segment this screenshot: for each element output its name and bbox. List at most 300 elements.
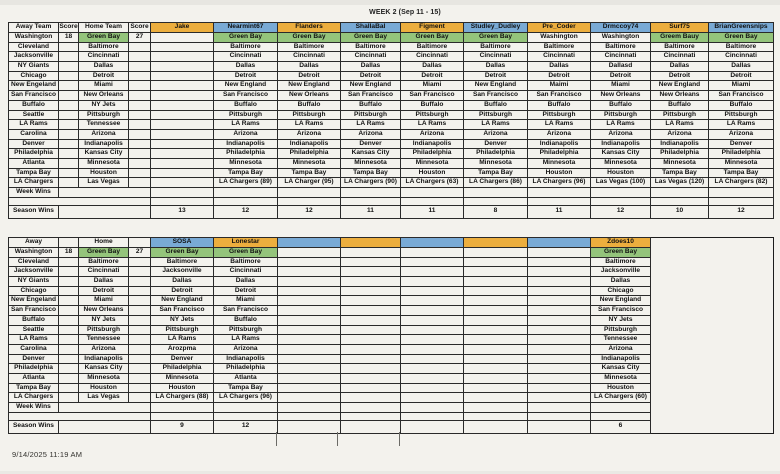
pick-cell: Arizona xyxy=(528,129,591,139)
away-score-cell xyxy=(59,91,79,101)
game-row xyxy=(9,62,774,72)
away-team-cell: Philadelphia xyxy=(9,149,59,159)
column-header-away: Away xyxy=(9,238,59,248)
spacer-cell xyxy=(341,197,401,205)
week-wins-cell xyxy=(709,188,774,198)
game-row xyxy=(9,129,774,139)
pick-cell: New England xyxy=(591,296,651,306)
home-score-cell: 27 xyxy=(129,248,151,258)
season-wins-value: 12 xyxy=(214,205,278,218)
pick-cell: Las Vegas (120) xyxy=(651,178,709,188)
pick-cell xyxy=(464,383,528,393)
column-header-away-score: Score xyxy=(59,23,79,33)
pick-cell xyxy=(401,373,464,383)
player-header-empty xyxy=(341,238,401,248)
pick-cell: Detroit xyxy=(709,71,774,81)
pick-cell: Green Bay xyxy=(214,248,278,258)
pick-cell: Tampa Bay xyxy=(464,168,528,178)
pick-cell xyxy=(151,52,214,62)
pick-cell: New England xyxy=(651,81,709,91)
game-row xyxy=(9,81,774,91)
away-team-cell: Philadelphia xyxy=(9,364,59,374)
pick-cell xyxy=(464,248,528,258)
pick-cell: Arozpma xyxy=(151,344,214,354)
away-team-cell: Atlanta xyxy=(9,158,59,168)
away-score-cell xyxy=(59,286,79,296)
week-wins-cell xyxy=(214,403,278,413)
pick-cell: Houston xyxy=(151,383,214,393)
home-score-cell xyxy=(129,149,151,159)
pick-cell: Buffalo xyxy=(341,100,401,110)
game-row xyxy=(9,71,774,81)
away-score-cell xyxy=(59,335,79,345)
away-score-cell xyxy=(59,149,79,159)
away-score-cell xyxy=(59,62,79,72)
pick-cell xyxy=(278,344,341,354)
pick-cell xyxy=(278,335,341,345)
pick-cell xyxy=(464,257,528,267)
spacer-cell xyxy=(651,197,709,205)
pick-cell: Pittsburgh xyxy=(528,110,591,120)
pick-cell: Kansas City xyxy=(591,149,651,159)
pick-cell: Detroit xyxy=(151,286,214,296)
home-score-cell xyxy=(129,120,151,130)
pick-cell: Pittsburgh xyxy=(278,110,341,120)
away-score-cell xyxy=(59,267,79,277)
away-score-cell xyxy=(59,139,79,149)
pick-cell: Minnesota xyxy=(401,158,464,168)
pick-cell: Arizona xyxy=(401,129,464,139)
pick-cell: Baltimore xyxy=(528,42,591,52)
pick-cell: Cincinnati xyxy=(591,52,651,62)
pick-cell xyxy=(401,364,464,374)
pick-cell xyxy=(401,257,464,267)
game-row xyxy=(9,373,774,383)
spacer-row xyxy=(9,197,774,205)
pick-cell xyxy=(464,373,528,383)
pick-cell: New England xyxy=(341,81,401,91)
away-team-cell: LA Chargers xyxy=(9,178,59,188)
pick-cell: Dallas xyxy=(464,62,528,72)
away-score-cell xyxy=(59,277,79,287)
pick-cell: Dallas xyxy=(151,277,214,287)
away-score-cell xyxy=(59,158,79,168)
pick-cell: Dallas xyxy=(214,62,278,72)
game-row xyxy=(9,354,774,364)
pick-cell: Denver xyxy=(709,139,774,149)
pick-cell xyxy=(341,373,401,383)
pick-cell: Baltimore xyxy=(591,257,651,267)
game-row xyxy=(9,42,774,52)
pick-cell: Greem Bauy xyxy=(651,33,709,43)
game-row xyxy=(9,91,774,101)
away-team-cell: Cleveland xyxy=(9,257,59,267)
away-team-cell: LA Rams xyxy=(9,120,59,130)
game-row xyxy=(9,335,774,345)
spacer-cell xyxy=(341,412,401,420)
game-row xyxy=(9,33,774,43)
season-wins-row xyxy=(9,420,774,433)
away-team-cell: New Engeland xyxy=(9,81,59,91)
pick-cell: Arizona xyxy=(709,129,774,139)
away-team-cell: Carolina xyxy=(9,344,59,354)
home-score-cell xyxy=(129,354,151,364)
pick-cell: Pittsburgh xyxy=(151,325,214,335)
home-score-cell xyxy=(129,100,151,110)
pick-cell: Arizona xyxy=(278,129,341,139)
season-wins-value: 8 xyxy=(464,205,528,218)
game-row xyxy=(9,110,774,120)
game-row xyxy=(9,257,774,267)
pick-cell: Pittsburgh xyxy=(464,110,528,120)
week-wins-cell xyxy=(278,403,341,413)
pick-cell xyxy=(401,383,464,393)
game-row xyxy=(9,364,774,374)
pick-cell xyxy=(528,277,591,287)
pick-cell: Tampa Bay xyxy=(651,168,709,178)
spacer-left-blank xyxy=(9,197,151,205)
pick-cell xyxy=(464,325,528,335)
game-row xyxy=(9,100,774,110)
home-team-cell: Houston xyxy=(79,168,129,178)
season-wins-merged-blank xyxy=(59,205,151,218)
away-team-cell: Washington xyxy=(9,248,59,258)
pick-cell: Pittsburgh xyxy=(651,110,709,120)
home-score-cell xyxy=(129,267,151,277)
pick-cell: Buffalo xyxy=(214,100,278,110)
pick-cell: Minnesota xyxy=(591,373,651,383)
pick-cell xyxy=(151,110,214,120)
spacer-left-blank xyxy=(9,412,151,420)
pick-cell: Las Vegas (100) xyxy=(591,178,651,188)
home-team-cell: New Orleans xyxy=(79,306,129,316)
pick-cell: Dallas xyxy=(591,277,651,287)
week-wins-cell xyxy=(528,403,591,413)
pick-cell: Baltimore xyxy=(341,42,401,52)
pick-cell xyxy=(528,257,591,267)
pick-cell: LA Chargers (82) xyxy=(709,178,774,188)
home-team-cell: Las Vegas xyxy=(79,393,129,403)
pick-cell: Kansas City xyxy=(591,364,651,374)
week-wins-row xyxy=(9,188,774,198)
pick-cell: Dallas xyxy=(709,62,774,72)
header-row xyxy=(9,23,774,33)
pick-cell: LA Rams xyxy=(401,120,464,130)
home-score-cell xyxy=(129,383,151,393)
game-row xyxy=(9,344,774,354)
home-team-cell: Minnesota xyxy=(79,373,129,383)
pick-cell xyxy=(401,267,464,277)
player-header-shallabal: ShallaBal xyxy=(341,23,401,33)
pick-cell: LA Charger (95) xyxy=(278,178,341,188)
pick-cell: Arizona xyxy=(464,129,528,139)
home-score-cell xyxy=(129,306,151,316)
pick-cell: Detroit xyxy=(278,71,341,81)
away-score-cell xyxy=(59,178,79,188)
pick-cell xyxy=(341,335,401,345)
pick-cell: Green Bay xyxy=(401,33,464,43)
away-team-cell: San Francisco xyxy=(9,306,59,316)
player-header-empty xyxy=(464,238,528,248)
pick-cell xyxy=(341,393,401,403)
column-header-home-score: Score xyxy=(129,23,151,33)
pick-cell xyxy=(401,344,464,354)
game-row xyxy=(9,139,774,149)
pick-cell: Baltimore xyxy=(151,257,214,267)
home-team-cell: NY Jets xyxy=(79,315,129,325)
pick-cell xyxy=(341,286,401,296)
pick-cell: Minnesota xyxy=(341,158,401,168)
away-score-cell xyxy=(59,306,79,316)
pick-cell xyxy=(464,286,528,296)
pick-cell xyxy=(278,354,341,364)
pick-cell: Minnesota xyxy=(278,158,341,168)
home-team-cell: NY Jets xyxy=(79,100,129,110)
home-team-cell: Miami xyxy=(79,296,129,306)
pick-cell: Arizona xyxy=(591,129,651,139)
pick-cell xyxy=(341,383,401,393)
home-score-cell xyxy=(129,81,151,91)
game-row xyxy=(9,248,774,258)
player-header-surf75: Surf75 xyxy=(651,23,709,33)
pick-cell xyxy=(151,71,214,81)
pick-cell: LA Rams xyxy=(278,120,341,130)
home-team-cell: Cincinnati xyxy=(79,267,129,277)
pick-cell: Arizona xyxy=(591,344,651,354)
away-team-cell: Jacksonville xyxy=(9,267,59,277)
game-row xyxy=(9,393,774,403)
pick-cell: New Orleans xyxy=(591,91,651,101)
pick-cell xyxy=(151,149,214,159)
pick-cell: Houston xyxy=(591,168,651,178)
pick-cell: Minnesota xyxy=(151,373,214,383)
game-row xyxy=(9,158,774,168)
home-team-cell: Arizona xyxy=(79,344,129,354)
pick-cell: Philadelphia xyxy=(651,149,709,159)
pick-cell xyxy=(278,364,341,374)
away-score-cell xyxy=(59,168,79,178)
season-wins-label: Season Wins xyxy=(9,420,59,433)
pick-cell: Tampa Bay xyxy=(214,168,278,178)
pick-cell: Indianapolis xyxy=(401,139,464,149)
week-wins-merged-blank xyxy=(59,188,151,198)
game-row xyxy=(9,277,774,287)
season-wins-value xyxy=(341,420,401,433)
pick-cell: LA Rams xyxy=(528,120,591,130)
week-wins-cell xyxy=(464,188,528,198)
player-header-drmccoy74: Drmccoy74 xyxy=(591,23,651,33)
pick-cell: Cincinnati xyxy=(401,52,464,62)
week-wins-cell xyxy=(341,188,401,198)
season-wins-row xyxy=(9,205,774,218)
pick-cell: Indianapolis xyxy=(591,354,651,364)
pick-cell xyxy=(464,364,528,374)
player-header-zdoes10: Zdoes10 xyxy=(591,238,651,248)
pick-cell xyxy=(528,325,591,335)
season-wins-value: 11 xyxy=(341,205,401,218)
pick-cell: Denver xyxy=(151,354,214,364)
away-team-cell: LA Rams xyxy=(9,335,59,345)
player-header-flanders: Flanders xyxy=(278,23,341,33)
home-score-cell xyxy=(129,158,151,168)
pick-cell: Cincinnati xyxy=(709,52,774,62)
pick-cell: Washington xyxy=(528,33,591,43)
home-score-cell xyxy=(129,393,151,403)
pick-cell: Philadelphia xyxy=(278,149,341,159)
pick-cell: Arizona xyxy=(214,129,278,139)
week-wins-cell xyxy=(651,188,709,198)
pick-cell: Baltimore xyxy=(709,42,774,52)
pick-cell xyxy=(151,62,214,72)
pick-cell: Detroit xyxy=(464,71,528,81)
away-score-cell xyxy=(59,120,79,130)
grid-stub-line xyxy=(337,432,338,446)
away-team-cell: San Francisco xyxy=(9,91,59,101)
week-wins-label: Week Wins xyxy=(9,403,59,413)
away-team-cell: Buffalo xyxy=(9,100,59,110)
season-wins-value xyxy=(278,420,341,433)
pick-cell xyxy=(528,286,591,296)
away-score-cell xyxy=(59,81,79,91)
pick-cell: Philadelphia xyxy=(709,149,774,159)
pick-cell: Detroit xyxy=(651,71,709,81)
pick-cell xyxy=(401,393,464,403)
away-score-cell xyxy=(59,393,79,403)
home-team-cell: Las Vegas xyxy=(79,178,129,188)
home-score-cell xyxy=(129,315,151,325)
pick-cell xyxy=(341,296,401,306)
pick-cell xyxy=(341,248,401,258)
away-score-cell xyxy=(59,325,79,335)
pick-cell: LA Rams xyxy=(151,335,214,345)
player-header-figment: Figment xyxy=(401,23,464,33)
spacer-cell xyxy=(151,197,214,205)
away-score-cell xyxy=(59,100,79,110)
pick-cell: Green Bay xyxy=(341,33,401,43)
home-team-cell: Green Bay xyxy=(79,33,129,43)
pick-cell: NY Jets xyxy=(151,315,214,325)
pick-cell: Pittsburgh xyxy=(401,110,464,120)
pick-cell: LA Rams xyxy=(341,120,401,130)
pick-cell xyxy=(278,257,341,267)
pick-cell: Pittsburgh xyxy=(214,110,278,120)
pick-cell: Indianapolis xyxy=(214,354,278,364)
home-team-cell: Indianapolis xyxy=(79,354,129,364)
away-team-cell: Seattle xyxy=(9,325,59,335)
home-team-cell: Arizona xyxy=(79,129,129,139)
spacer-cell xyxy=(151,412,214,420)
away-score-cell xyxy=(59,344,79,354)
away-team-cell: Seattle xyxy=(9,110,59,120)
pick-cell: Cincinnati xyxy=(214,52,278,62)
home-team-cell: Kansas City xyxy=(79,364,129,374)
player-header-empty xyxy=(278,238,341,248)
season-wins-value: 12 xyxy=(278,205,341,218)
pick-cell: Green Bay xyxy=(278,33,341,43)
home-team-cell: Cincinnati xyxy=(79,52,129,62)
home-score-cell xyxy=(129,335,151,345)
pick-cell: Tampa Bay xyxy=(278,168,341,178)
pick-cell: Philadelphia xyxy=(401,149,464,159)
away-score-cell xyxy=(59,129,79,139)
away-team-cell: Carolina xyxy=(9,129,59,139)
pick-cell xyxy=(278,315,341,325)
spacer-cell xyxy=(709,197,774,205)
week-wins-cell xyxy=(528,188,591,198)
pick-cell: Houston xyxy=(401,168,464,178)
grid-stub-line xyxy=(276,432,277,446)
home-score-cell xyxy=(129,344,151,354)
spacer-cell xyxy=(528,197,591,205)
pick-cell: Philadelphia xyxy=(151,364,214,374)
away-score-cell xyxy=(59,71,79,81)
pick-cell xyxy=(341,277,401,287)
pick-cell xyxy=(151,120,214,130)
pick-cell xyxy=(151,158,214,168)
home-team-cell: Indianapolis xyxy=(79,139,129,149)
week-wins-cell xyxy=(401,403,464,413)
away-score-cell xyxy=(59,315,79,325)
pick-cell: LA Rams xyxy=(651,120,709,130)
pick-cell: Cincinnati xyxy=(214,267,278,277)
pick-cell: Baltimore xyxy=(278,42,341,52)
pick-cell: Cincinnati xyxy=(278,52,341,62)
pick-cell: San Francisco xyxy=(214,306,278,316)
season-wins-value: 12 xyxy=(709,205,774,218)
pick-cell: Baltimore xyxy=(591,42,651,52)
picks-table-bottom xyxy=(8,237,774,434)
pick-cell: LA Chargers (96) xyxy=(528,178,591,188)
pick-cell: New England xyxy=(464,81,528,91)
season-wins-merged-blank xyxy=(59,420,151,433)
game-row xyxy=(9,315,774,325)
pick-cell: Buffalo xyxy=(401,100,464,110)
pick-cell xyxy=(341,306,401,316)
pick-cell: Miami xyxy=(214,296,278,306)
home-team-cell: Pittsburgh xyxy=(79,110,129,120)
pick-cell: San Francisco xyxy=(528,91,591,101)
column-header-away: Away Team xyxy=(9,23,59,33)
player-header-jake: Jake xyxy=(151,23,214,33)
home-team-cell: Miami xyxy=(79,81,129,91)
pick-cell xyxy=(278,393,341,403)
home-score-cell xyxy=(129,364,151,374)
pick-cell: San Francisco xyxy=(591,306,651,316)
pick-cell: Tampa Bay xyxy=(709,168,774,178)
season-wins-value: 10 xyxy=(651,205,709,218)
away-team-cell: Denver xyxy=(9,354,59,364)
pick-cell: Green Bay xyxy=(709,33,774,43)
pick-cell xyxy=(464,315,528,325)
pick-cell: Cincinnati xyxy=(464,52,528,62)
pick-cell xyxy=(528,315,591,325)
home-team-cell: Green Bay xyxy=(79,248,129,258)
pick-cell: Buffalo xyxy=(464,100,528,110)
spacer-cell xyxy=(528,412,591,420)
pick-cell xyxy=(464,267,528,277)
pick-cell: Miami xyxy=(401,81,464,91)
pick-cell xyxy=(464,277,528,287)
away-team-cell: Chicago xyxy=(9,71,59,81)
home-score-cell xyxy=(129,139,151,149)
pick-cell: Jacksonville xyxy=(151,267,214,277)
pick-cell: Buffalo xyxy=(591,100,651,110)
pick-cell: Indianapolis xyxy=(651,139,709,149)
pick-cell xyxy=(151,91,214,101)
header-row xyxy=(9,238,774,248)
home-score-cell xyxy=(129,91,151,101)
week-wins-row xyxy=(9,403,774,413)
